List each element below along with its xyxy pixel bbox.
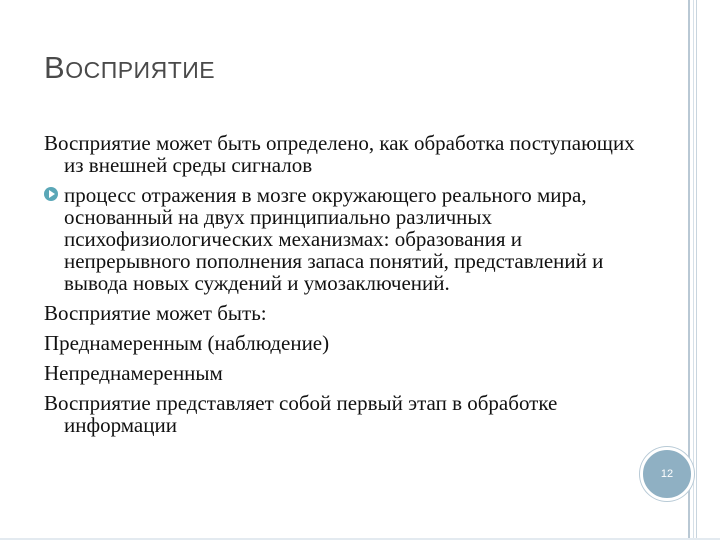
body-paragraph: Непреднамеренным	[44, 361, 223, 385]
frame-line	[696, 0, 697, 540]
page-number: 12	[660, 468, 674, 480]
slide-title	[44, 50, 215, 86]
slide-body	[44, 132, 644, 444]
arrow-bullet-icon	[44, 187, 58, 201]
page-number-badge	[640, 447, 694, 501]
bullet-text: процесс отражения в мозге окружающего реального мира, основанный на двух принципиально различных психофизиологических механизмах: образования и непрерывного пополнения запаса понятий, представлений и вывода новых суждений и умозаключений.	[64, 183, 604, 295]
body-paragraph: Восприятие может быть определено, как обработка поступающих из внешней среды сигналов	[44, 131, 635, 177]
body-paragraph: Восприятие может быть:	[44, 301, 267, 325]
body-paragraph: Преднамеренным (наблюдение)	[44, 331, 330, 355]
title-first-letter: В	[44, 50, 66, 85]
body-bullet-paragraph	[44, 184, 644, 294]
body-paragraph: Восприятие представляет собой первый этап в обработке информации	[44, 391, 558, 437]
frame-line	[693, 0, 694, 540]
title-rest: ОСПРИЯТИЕ	[65, 57, 216, 83]
